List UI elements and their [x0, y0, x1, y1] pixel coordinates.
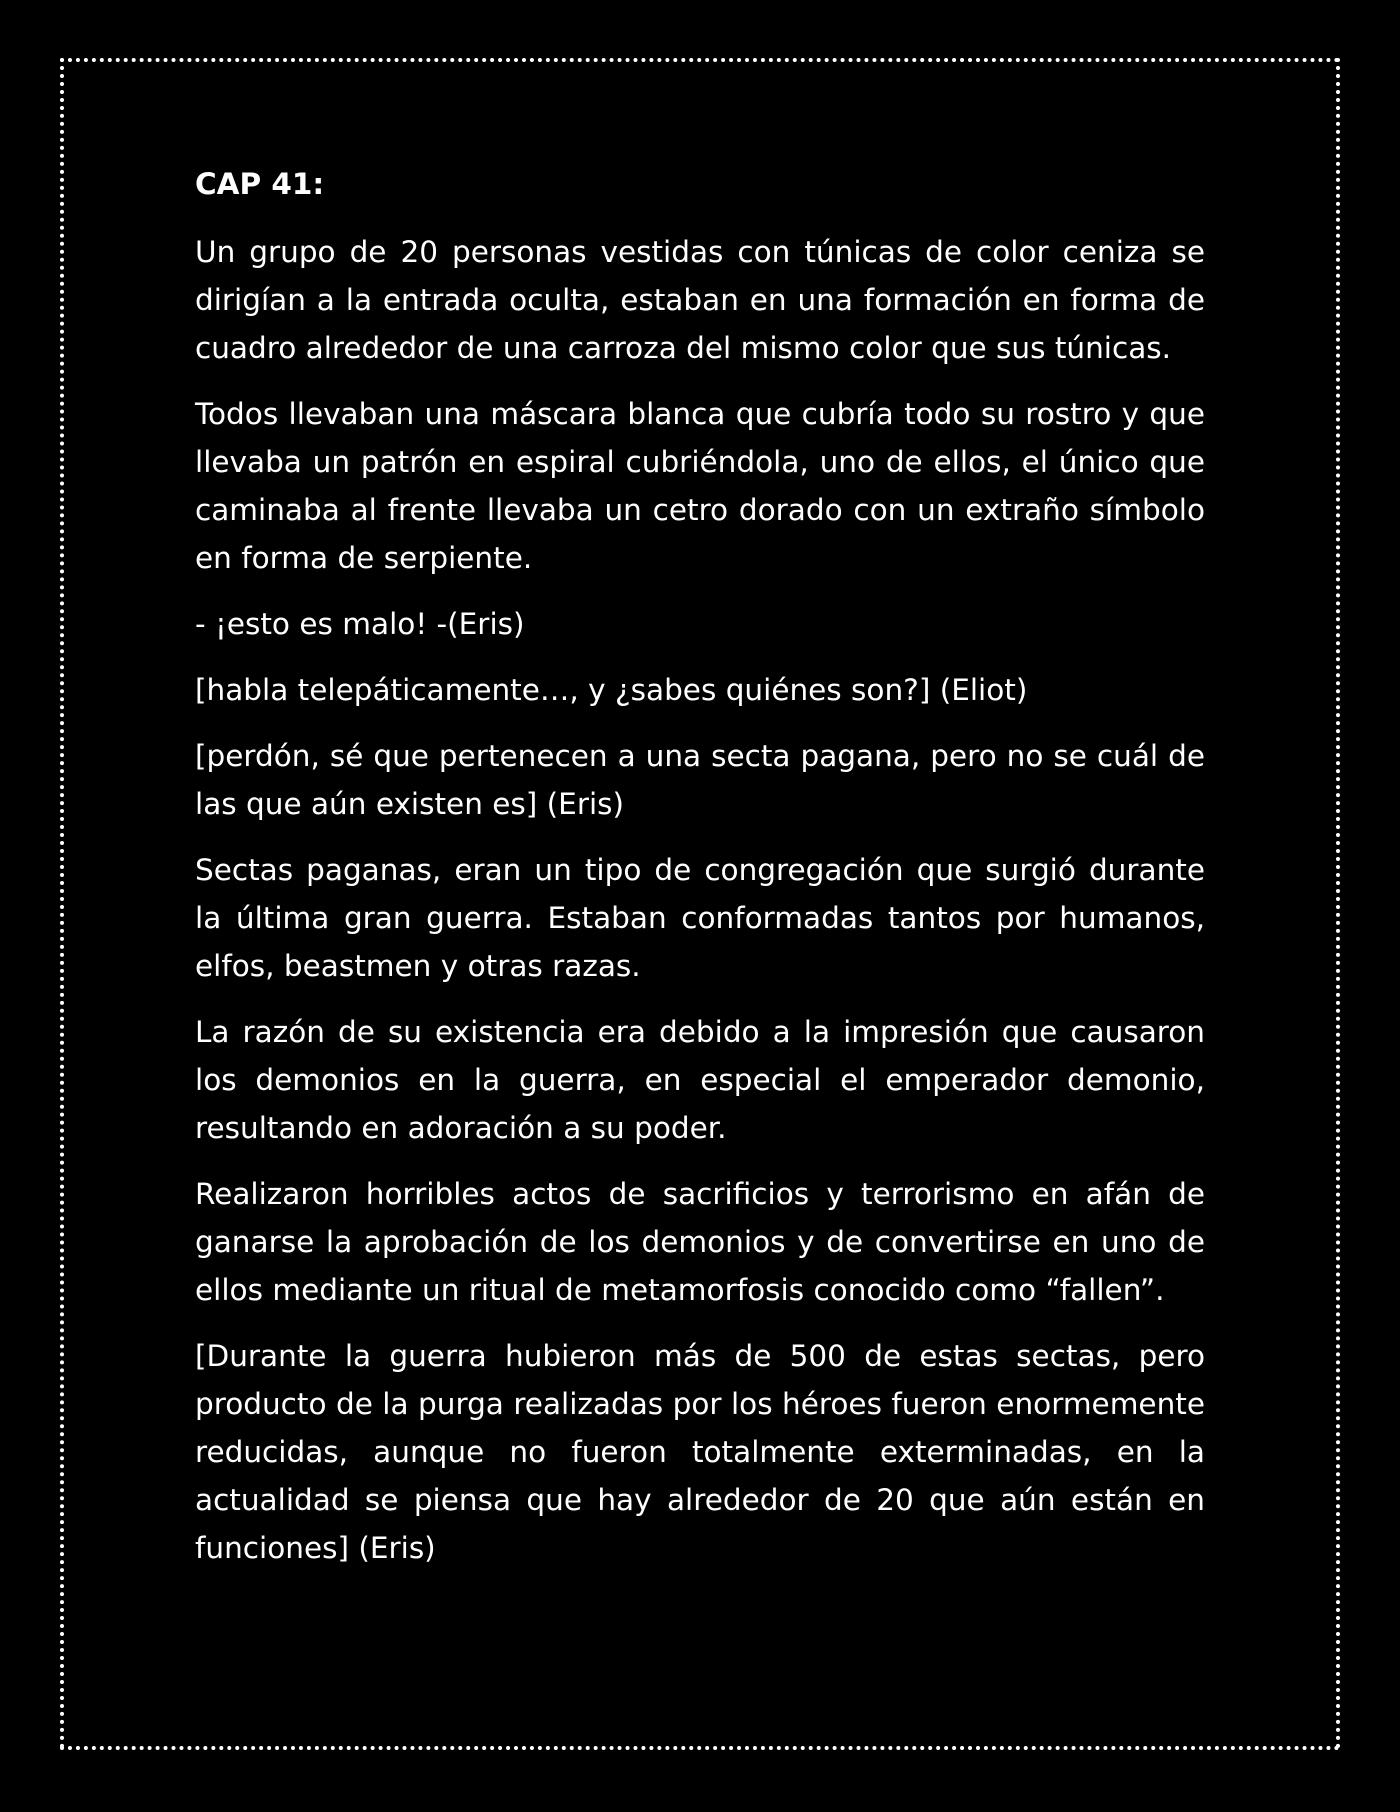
- dialogue-line-1: - ¡esto es malo! -(Eris): [195, 607, 525, 641]
- text-column: [195, 160, 1205, 1590]
- dialogue-line-2: [habla telepáticamente…, y ¿sabes quiénes son?] (Eliot): [195, 673, 1028, 707]
- chapter-title: CAP 41:: [195, 167, 325, 201]
- paragraph-1: Un grupo de 20 personas vestidas con túnicas de color ceniza se dirigían a la entrada oculta, estaban en una formación en forma de cuadro alrededor de una carroza del mismo color que sus túnicas.: [195, 235, 1205, 365]
- paragraph-2: Todos llevaban una máscara blanca que cubría todo su rostro y que llevaba un patrón en espiral cubriéndola, uno de ellos, el único que caminaba al frente llevaba un cetro dorado con un extraño símbolo en forma de serpiente.: [195, 397, 1205, 575]
- paragraph-5: Realizaron horribles actos de sacrificios y terrorismo en afán de ganarse la aprobación de los demonios y de convertirse en uno de ellos mediante un ritual de metamorfosis conocido como “fallen”.: [195, 1177, 1205, 1307]
- paragraph-4: La razón de su existencia era debido a la impresión que causaron los demonios en la guerra, en especial el emperador demonio, resultando en adoración a su poder.: [195, 1015, 1205, 1145]
- dialogue-line-3: [perdón, sé que pertenecen a una secta pagana, pero no se cuál de las que aún existen es] (Eris): [195, 739, 1205, 821]
- paragraph-6: [Durante la guerra hubieron más de 500 de estas sectas, pero producto de la purga realizadas por los héroes fueron enormemente reducidas, aunque no fueron totalmente exterminadas, en la actualidad se piensa que hay alrededor de 20 que aún están en funciones] (Eris): [195, 1339, 1205, 1565]
- paragraph-3: Sectas paganas, eran un tipo de congregación que surgió durante la última gran guerra. Estaban conformadas tantos por humanos, elfos, beastmen y otras razas.: [195, 853, 1205, 983]
